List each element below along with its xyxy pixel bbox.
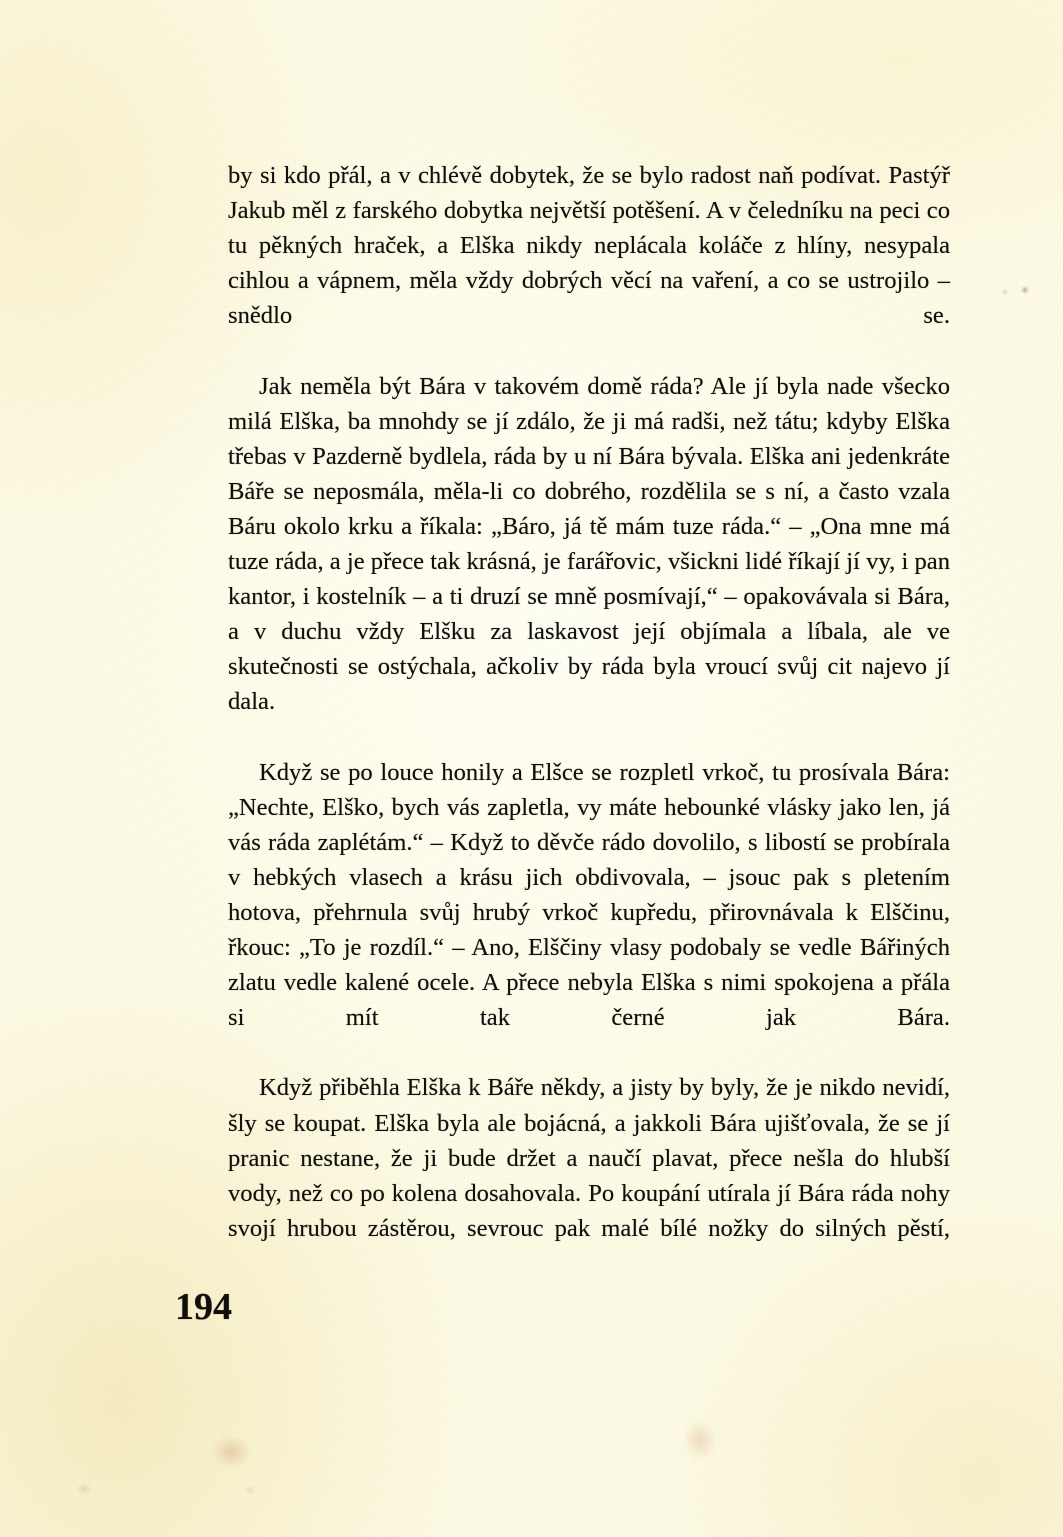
paragraph-2: Jak neměla být Bára v takovém domě ráda? Ale jí byla nade všecko milá Elška, ba mnohdy se jí zdálo, že ji má radši, než tátu; kdyby Elška třebas v Pazderně bydlela, ráda by u ní Bára bývala. Elška ani jedenkráte Báře se neposmála, měla-li co dobrého, rozdělila se s ní, a často vzala Báru okolo krku a říkala: „Báro, já tě mám tuze ráda.“ – „Ona mne má tuze ráda, a je přece tak krásná, je farářovic, všickni lidé říkají jí vy, i pan kantor, i kostelník – a ti druzí se mně posmívají,“ – opakovávala si Bára, a v duchu vždy Elšku za laskavost její objímala a líbala, ale ve skutečnosti se ostýchala, ačkoliv by ráda byla vroucí svůj cit najevo jí dala. <box>228 372 950 716</box>
page-text-block <box>228 158 950 1281</box>
paragraph-1: by si kdo přál, a v chlévě dobytek, že se bylo radost naň podívat. Pastýř Jakub měl z farského dobytka největší potěšení. A v čeledníku na peci co tu pěkných hraček, a Elška nikdy neplácala koláče z hlíny, nesypala cihlou a vápnem, měla vždy dobrých věcí na vaření, a co se ustrojilo – snědlo se. <box>228 162 950 330</box>
page-number: 194 <box>175 1286 232 1328</box>
paragraph-3: Když se po louce honily a Elšce se rozpletl vrkoč, tu prosívala Bára: „Nechte, Elško, bych vás zapletla, vy máte hebounké vlásky jako len, já vás ráda zaplétám.“ – Když to děvče rádo dovolilo, s libostí se probírala v hebkých vlasech a krásu jich obdivovala, – jsouc pak s pletením hotova, přehrnula svůj hrubý vrkoč kupředu, přirovnávala k Elščinu, řkouc: „To je rozdíl.“ – Ano, Elščiny vlasy podobaly se vedle Bářiných zlatu vedle kalené ocele. A přece nebyla Elška s nimi spokojena a přála si mít tak černé jak Bára. <box>228 758 950 1032</box>
paragraph-4: Když přiběhla Elška k Báře někdy, a jisty by byly, že je nikdo nevidí, šly se koupat. Elška byla ale bojácná, a jakkoli Bára ujišťovala, že se jí pranic nestane, že ji bude držet a naučí plavat, přece nešla do hlubší vody, než co po kolena dosahovala. Po koupání utírala jí Bára ráda nohy svojí hrubou zástěrou, sevrouc pak malé bílé nožky do silných pěstí, <box>228 1074 950 1242</box>
